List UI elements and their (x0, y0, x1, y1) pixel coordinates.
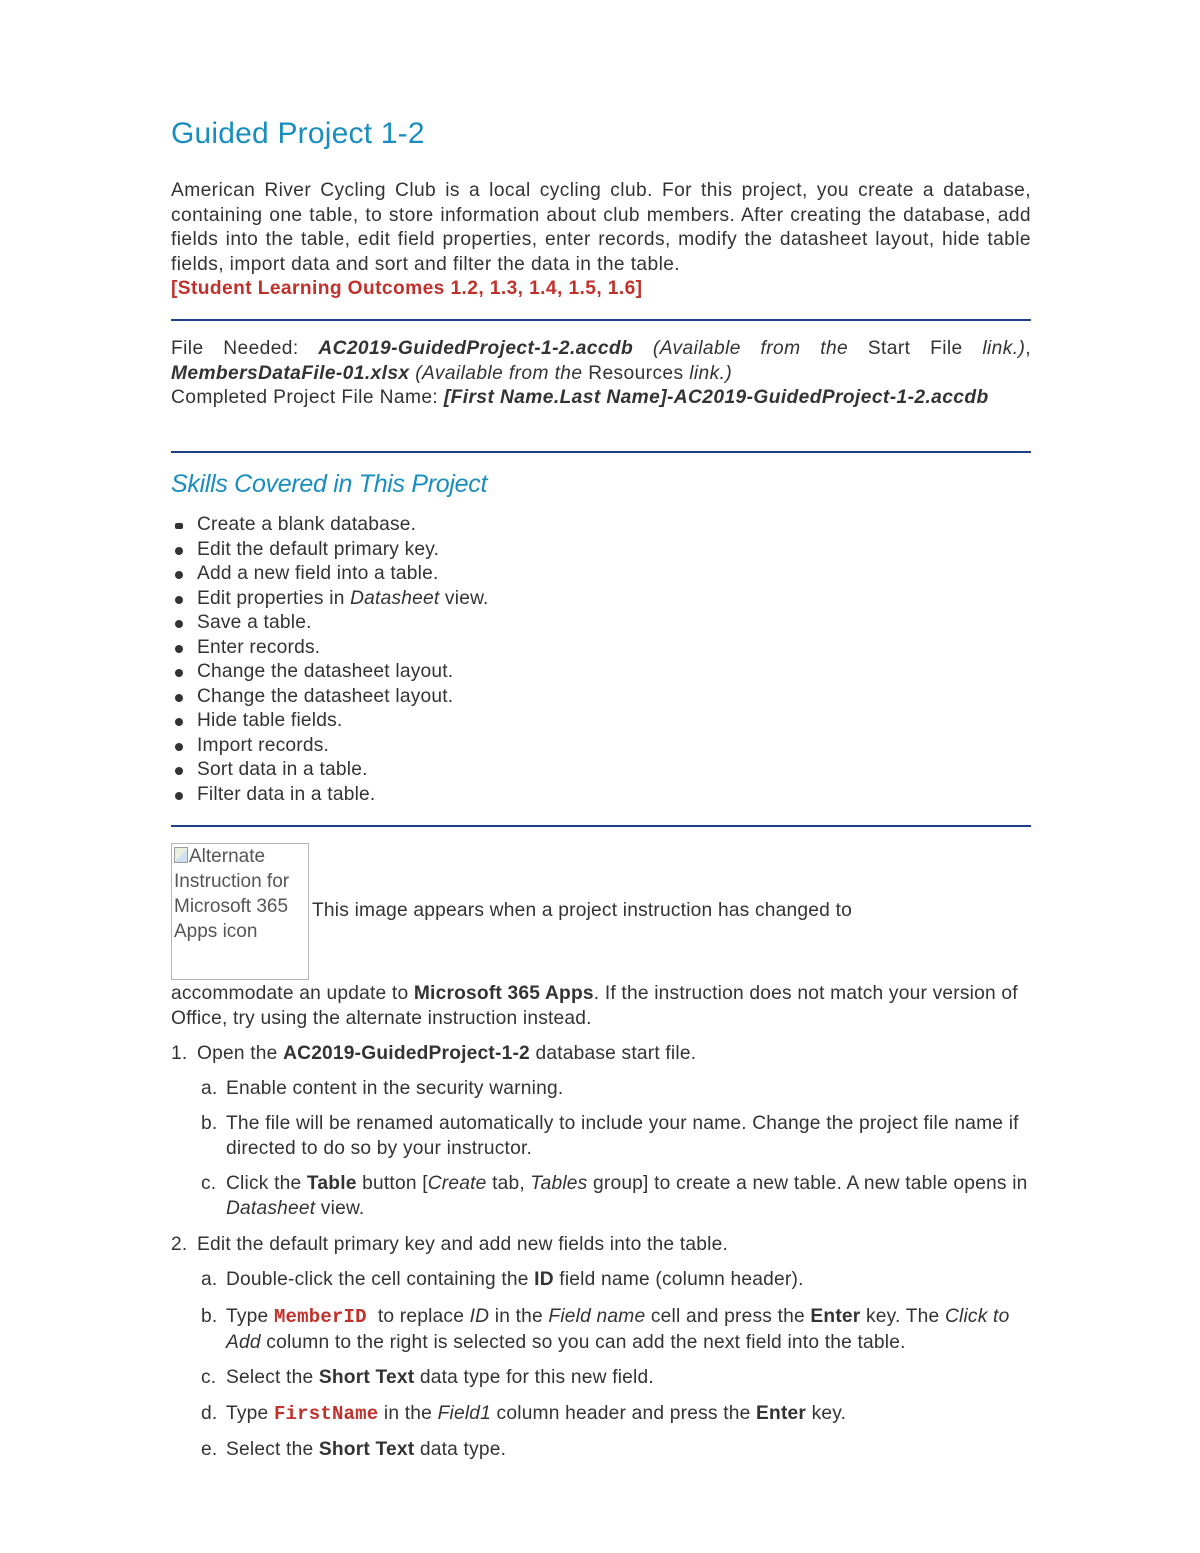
step-1: 1. Open the AC2019-GuidedProject-1-2 database start file. (171, 1043, 697, 1064)
bullet-icon (175, 669, 183, 677)
code-firstname: FirstName (273, 1403, 379, 1425)
list-item: Change the datasheet layout. (171, 660, 489, 685)
bullet-icon (175, 571, 183, 579)
list-item: Edit the default primary key. (171, 538, 489, 563)
list-item: Change the datasheet layout. (171, 685, 489, 710)
instruction-steps (171, 1041, 1031, 1462)
list-item: Create a blank database. (171, 513, 489, 538)
step-1c: c. Click the Table button [Create tab, Tables group] to create a new table. A new table opens in Datasheet view. (201, 1173, 1028, 1219)
list-item: Filter data in a table. (171, 783, 489, 808)
bullet-icon (175, 547, 183, 555)
step-1a: a. Enable content in the security warning. (201, 1078, 564, 1099)
notice-text: accommodate an update to Microsoft 365 Apps. If the instruction does not match your version of Office, try using the alternate instruction instead. (171, 983, 1018, 1029)
bullet-icon (175, 718, 183, 726)
completed-file-name: [First Name.Last Name]-AC2019-GuidedProject-1-2.accdb (443, 387, 989, 409)
completed-file: Completed Project File Name: [First Name.Last Name]-AC2019-GuidedProject-1-2.accdb (171, 387, 989, 409)
skills-list (171, 513, 489, 807)
bullet-icon (175, 792, 183, 800)
divider (171, 319, 1031, 321)
start-file-name: AC2019-GuidedProject-1-2.accdb (318, 338, 634, 359)
list-item: Import records. (171, 734, 489, 759)
bullet-icon (175, 694, 183, 702)
divider (171, 451, 1031, 453)
list-item: Enter records. (171, 636, 489, 661)
file-needed: File Needed: AC2019-GuidedProject-1-2.accdb (Available from the Start File link.), MembersDataFile-01.xlsx (Available from the Resources link.) (171, 338, 1031, 384)
step-2e: e. Select the Short Text data type. (201, 1439, 507, 1460)
image-alt-text: Alternate Instruction for Microsoft 365 Apps icon (174, 846, 290, 942)
list-item: Add a new field into a table. (171, 562, 489, 587)
intro-paragraph (171, 179, 1031, 302)
notice-line: This image appears when a project instruction has changed to (312, 900, 852, 921)
bullet-icon (175, 596, 183, 604)
list-item: Hide table fields. (171, 709, 489, 734)
page-title: Guided Project 1-2 (171, 117, 425, 150)
step-2b: b. Type MemberID to replace ID in the Field name cell and press the Enter key. The Click to Add column to the right is selected so you can add the next field into the table. (201, 1306, 1010, 1353)
step-2c: c. Select the Short Text data type for this new field. (201, 1367, 654, 1388)
bullet-icon (175, 743, 183, 751)
list-item: Sort data in a table. (171, 758, 489, 783)
step-1b: b. The file will be renamed automatically to include your name. Change the project file name if directed to do so by your instructor. (201, 1113, 1019, 1159)
step-2a: a. Double-click the cell containing the ID field name (column header). (201, 1269, 804, 1290)
learning-outcomes: [Student Learning Outcomes 1.2, 1.3, 1.4, 1.5, 1.6] (171, 278, 643, 300)
bullet-icon (175, 767, 183, 775)
code-memberid: MemberID (273, 1306, 367, 1328)
bullet-icon (175, 523, 183, 529)
list-item: Edit properties in Datasheet view. (171, 587, 489, 612)
bullet-icon (175, 620, 183, 628)
step-2d: d. Type FirstName in the Field1 column header and press the Enter key. (201, 1403, 847, 1425)
files-section (171, 337, 1031, 411)
broken-image-icon (174, 847, 188, 863)
alternate-instruction-icon (171, 843, 309, 980)
step-2: 2. Edit the default primary key and add new fields into the table. (171, 1234, 728, 1255)
bullet-icon (175, 645, 183, 653)
divider (171, 825, 1031, 827)
skills-heading: Skills Covered in This Project (171, 470, 488, 498)
intro-text: American River Cycling Club is a local cycling club. For this project, you create a database, containing one table, to store information about club members. After creating the database, add fields into the table, edit field properties, enter records, modify the datasheet layout, hide table fields, import data and sort and filter the data in the table. (171, 180, 1031, 275)
data-file-name: MembersDataFile-01.xlsx (171, 362, 410, 384)
list-item: Save a table. (171, 611, 489, 636)
